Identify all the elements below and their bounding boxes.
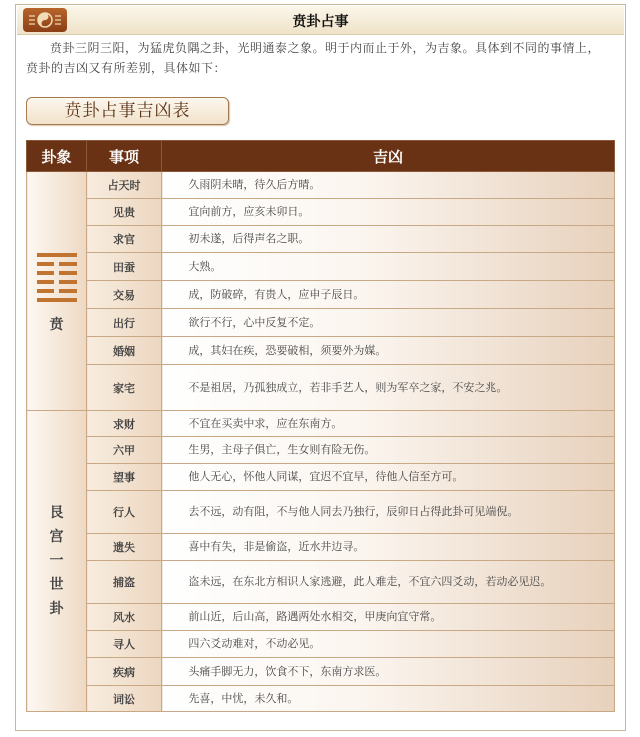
- fortune-text: 头痛手脚无力，饮食不下，东南方求医。: [188, 664, 387, 678]
- fortune-cell: [162, 464, 615, 491]
- intro-paragraph: 贲卦三阴三阳，为猛虎负隅之卦，光明通泰之象。明于内而止于外，为吉象。具体到不同的事情上，贲卦的吉凶又有所差别，具体如下：: [26, 41, 601, 75]
- table-row: [27, 604, 615, 631]
- gua-palace-char: 宫: [49, 529, 64, 545]
- gua-palace-char: 世: [49, 577, 64, 593]
- table-row: [27, 491, 615, 534]
- item-cell: 行人: [87, 491, 162, 534]
- fortune-text: 四六爻动难对，不动必见。: [188, 637, 321, 650]
- fortune-cell: [162, 437, 615, 464]
- table-row: [27, 631, 615, 658]
- fortune-text: 去不远，动有阻，不与他人同去乃独行，辰卯日占得此卦可见端倪。: [188, 505, 519, 518]
- item-cell: 六甲: [87, 437, 162, 464]
- fortune-cell: [162, 172, 615, 199]
- table-body: [27, 172, 615, 712]
- fortune-text: 不宜在买卖中求，应在东南方。: [188, 416, 343, 430]
- table-row: [27, 281, 615, 309]
- fortune-text: 他人无心，怀他人同谋，宜迟不宜早，待他人信至方可。: [188, 470, 464, 483]
- fortune-text: 宜向前方，应亥未卯日。: [188, 205, 310, 218]
- item-cell: 占天时: [87, 172, 162, 199]
- item-cell: 词讼: [87, 686, 162, 712]
- item-cell: 疾病: [87, 658, 162, 686]
- fortune-cell: [162, 253, 615, 281]
- table-row: [27, 365, 615, 411]
- item-cell: 交易: [87, 281, 162, 309]
- fortune-cell: [162, 411, 615, 437]
- table-row: [27, 437, 615, 464]
- fortune-text: 先喜，中忧，未久和。: [188, 691, 299, 705]
- fortune-cell: [162, 337, 615, 365]
- gua-name: 贲: [49, 317, 64, 333]
- page-title: 贲卦占事: [292, 14, 349, 30]
- table-row: [27, 337, 615, 365]
- fortune-text: 大熟。: [188, 259, 222, 273]
- table-row: [27, 561, 615, 604]
- fortune-cell: [162, 226, 615, 253]
- table-row: [27, 658, 615, 686]
- item-cell: 风水: [87, 604, 162, 631]
- fortune-text: 欲行不行，心中反复不定。: [188, 315, 321, 329]
- table-row: [27, 253, 615, 281]
- item-cell: 遗失: [87, 534, 162, 561]
- fortune-cell: [162, 534, 615, 561]
- item-cell: 田蚕: [87, 253, 162, 281]
- item-cell: 求官: [87, 226, 162, 253]
- fortune-text: 成，防破碎，有贵人，应申子辰日。: [188, 287, 365, 301]
- gua-palace-cell: [27, 411, 87, 712]
- fortune-text: 不是祖居，乃孤独成立，若非手艺人，则为军卒之家，不安之兆。: [188, 380, 508, 394]
- fortune-table: [26, 140, 615, 712]
- hexagram-icon: [37, 253, 77, 302]
- header-gua: 卦象: [27, 141, 87, 172]
- gua-palace-char: 艮: [49, 505, 64, 521]
- gua-palace-char: 一: [49, 553, 64, 569]
- fortune-cell: [162, 199, 615, 226]
- fortune-text: 喜中有失，非是偷盗，近水井边寻。: [188, 540, 365, 553]
- table-row: [27, 411, 615, 437]
- table-row: [27, 199, 615, 226]
- fortune-cell: [162, 658, 615, 686]
- table-row: [27, 309, 615, 337]
- fortune-text: 盗未远，在东北方相识人家逃避，此人难走，不宜六四爻动，若动必见迟。: [188, 575, 552, 588]
- fortune-text: 前山近，后山高，路遇两处水相交，甲庚向宜守常。: [188, 610, 442, 623]
- fortune-cell: [162, 561, 615, 604]
- fortune-text: 初未遂，后得声名之职。: [188, 232, 310, 245]
- fortune-text: 久雨阴未晴，待久后方晴。: [188, 178, 321, 191]
- fortune-cell: [162, 631, 615, 658]
- fortune-cell: [162, 309, 615, 337]
- item-cell: 婚姻: [87, 337, 162, 365]
- table-row: [27, 172, 615, 199]
- fortune-cell: [162, 604, 615, 631]
- title-bar: [17, 6, 624, 35]
- fortune-cell: [162, 365, 615, 411]
- fortune-cell: [162, 491, 615, 534]
- gua-palace-char: 卦: [49, 601, 64, 617]
- item-cell: 求财: [87, 411, 162, 437]
- section-label: 贲卦占事吉凶表: [26, 97, 229, 125]
- item-cell: 见贵: [87, 199, 162, 226]
- gua-symbol-cell: [27, 172, 87, 411]
- item-cell: 家宅: [87, 365, 162, 411]
- item-cell: 出行: [87, 309, 162, 337]
- table-header-row: [27, 141, 615, 172]
- fortune-text: 生男，主母子俱亡，生女则有险无伤。: [188, 443, 376, 456]
- item-cell: 寻人: [87, 631, 162, 658]
- header-fortune: 吉凶: [162, 141, 615, 172]
- item-cell: 捕盗: [87, 561, 162, 604]
- fortune-cell: [162, 281, 615, 309]
- item-cell: 望事: [87, 464, 162, 491]
- table-row: [27, 464, 615, 491]
- header-item: 事项: [87, 141, 162, 172]
- fortune-text: 成，其妇在疾，恐要破相，须要外为媒。: [188, 343, 387, 357]
- table-row: [27, 534, 615, 561]
- table-row: [27, 686, 615, 712]
- table-row: [27, 226, 615, 253]
- fortune-cell: [162, 686, 615, 712]
